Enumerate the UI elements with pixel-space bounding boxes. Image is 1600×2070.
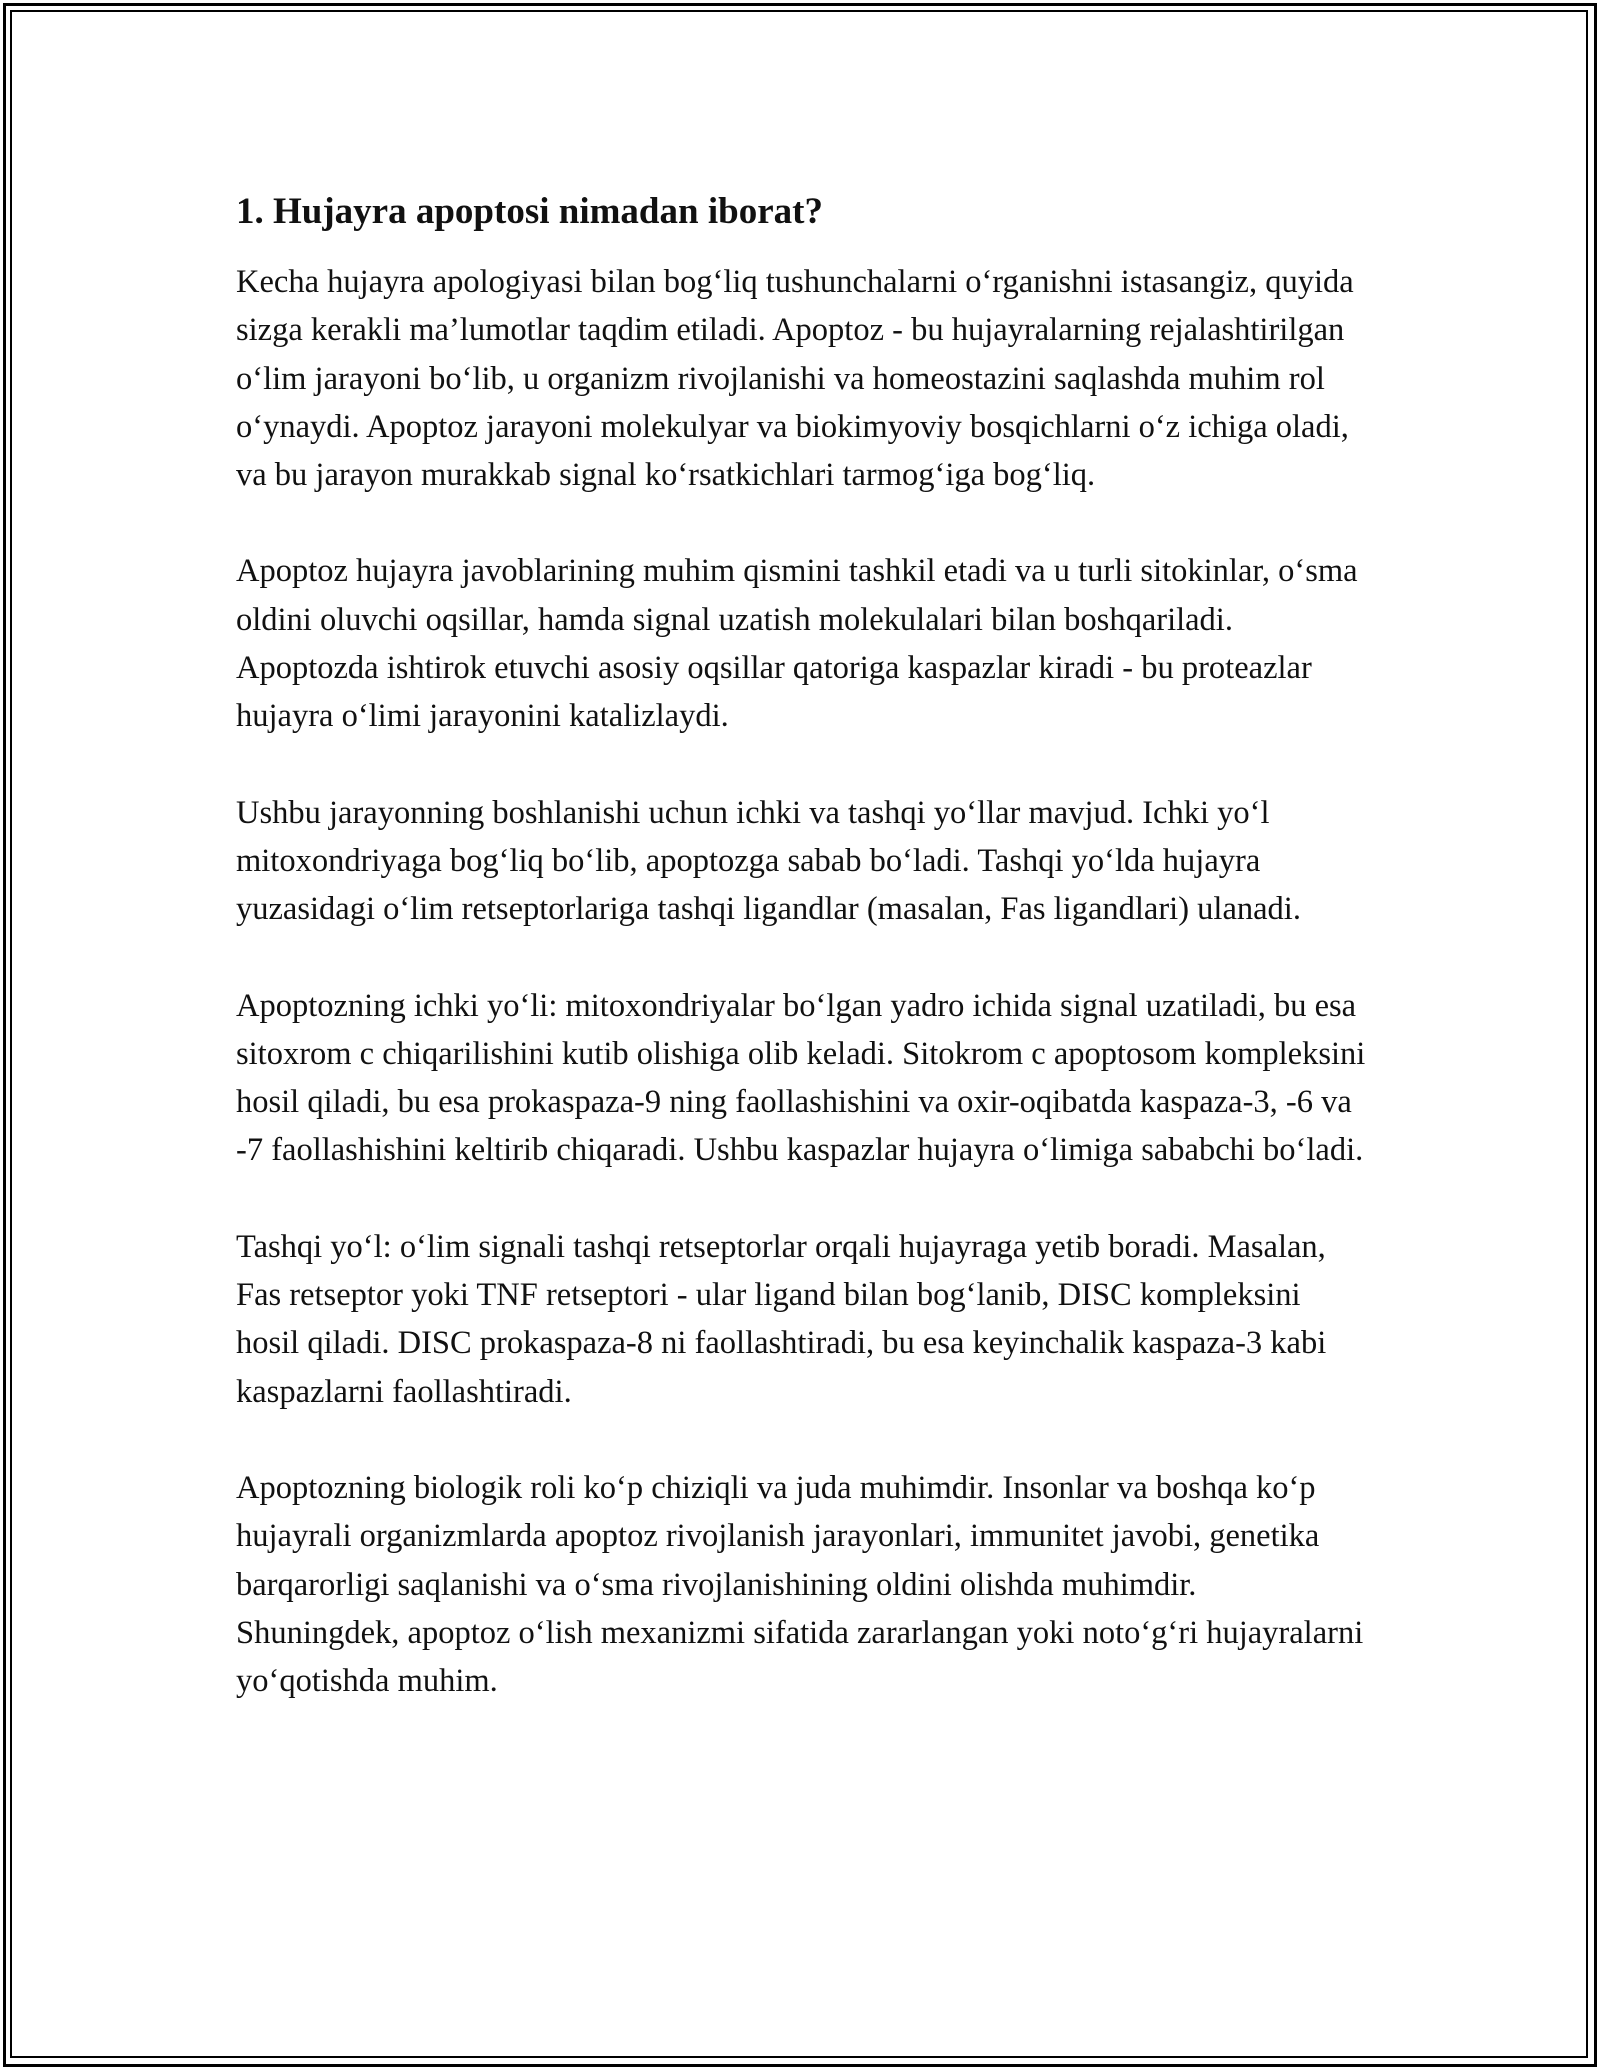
paragraph-biological-role: Apoptozning biologik roli ko‘p chiziqli va juda muhimdir. Insonlar va boshqa ko‘p hujayrali organizmlarda apoptoz rivojlanish jarayonlari, immunitet javobi, genetika barqarorligi saqlanishi va o‘sma rivojlanishining oldini olishda muhimdir. Shuningdek, apoptoz o‘lish mexanizmi sifatida zararlangan yoki noto‘g‘ri hujayralarni yo‘qotishda muhim. <box>236 1469 1364 1700</box>
paragraph-extrinsic-pathway: Tashqi yo‘l: o‘lim signali tashqi retseptorlar orqali hujayraga yetib boradi. Masalan, Fas retseptor yoki TNF retseptori - ular ligand bilan bog‘lanib, DISC kompleksini hosil qiladi. DISC prokaspaza-8 ni faollashtiradi, bu esa keyinchalik kaspaza-3 kabi kaspazlarni faollashtiradi. <box>236 1228 1327 1410</box>
document-body <box>236 188 1366 1753</box>
paragraph-intrinsic-pathway: Apoptozning ichki yo‘li: mitoxondriyalar bo‘lgan yadro ichida signal uzatiladi, bu esa sitoxrom c chiqarilishini kutib olishiga olib keladi. Sitokrom c apoptosom kompleksini hosil qiladi, bu esa prokaspaza-9 ning faollashishini va oxir-oqibatda kaspaza-3, -6 va -7 faollashishini keltirib chiqaradi. Ushbu kaspazlar hujayra o‘limiga sababchi bo‘ladi. <box>236 987 1366 1169</box>
paragraph-intro: Kecha hujayra apologiyasi bilan bog‘liq tushunchalarni o‘rganishni istasangiz, quyida sizga kerakli ma’lumotlar taqdim etiladi. Apoptoz - bu hujayralarning rejalashtirilgan o‘lim jarayoni bo‘lib, u organizm rivojlanishi va homeostazini saqlashda muhim rol o‘ynaydi. Apoptoz jarayoni molekulyar va biokimyoviy bosqichlarni o‘z ichiga oladi, va bu jarayon murakkab signal ko‘rsatkichlari tarmog‘iga bog‘liq. <box>236 264 1354 494</box>
paragraph-pathways: Ushbu jarayonning boshlanishi uchun ichki va tashqi yo‘llar mavjud. Ichki yo‘l mitoxondriyaga bog‘liq bo‘lib, apoptozga sabab bo‘ladi. Tashqi yo‘lda hujayra yuzasidagi o‘lim retseptorlariga tashqi ligandlar (masalan, Fas ligandlari) ulanadi. <box>236 794 1301 928</box>
paragraph-regulation: Apoptoz hujayra javoblarining muhim qismini tashkil etadi va u turli sitokinlar, o‘sma oldini oluvchi oqsillar, hamda signal uzatish molekulalari bilan boshqariladi. Apoptozda ishtirok etuvchi asosiy oqsillar qatoriga kaspazlar kiradi - bu proteazlar hujayra o‘limi jarayonini katalizlaydi. <box>236 553 1358 735</box>
section-heading: 1. Hujayra apoptosi nimadan iborat? <box>236 191 823 232</box>
